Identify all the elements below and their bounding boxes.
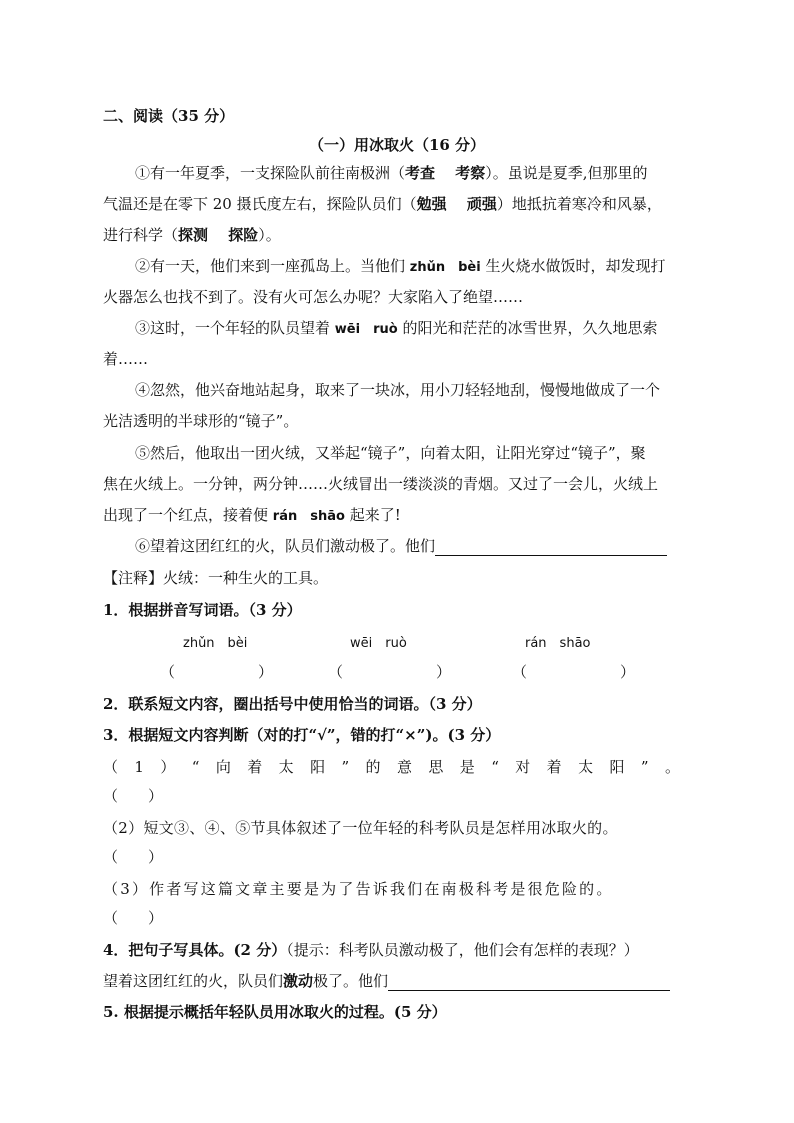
- word-choice-1: 考查 考察: [405, 164, 486, 182]
- answer-blank-line[interactable]: [435, 539, 667, 556]
- pinyin-inline: wēi ruò: [334, 322, 398, 337]
- answer-box-1-close: ）: [258, 663, 274, 681]
- pinyin-inline: zhǔn bèi: [409, 260, 481, 275]
- judge-item-3: （3）作者写这篇文章主要是为了告诉我们在南极科考是很危险的。: [103, 880, 614, 898]
- judge-item-1-text: （1）“向着太阳”的意思是“对着太阳”。: [103, 758, 691, 776]
- answer-box-3-close: ）: [620, 663, 636, 681]
- answer-box-3-open: （: [512, 663, 528, 681]
- question-4-sentence: [103, 971, 693, 991]
- answer-box-2-close: ）: [436, 663, 452, 681]
- paragraph-6: [135, 536, 725, 556]
- question-2-title: 2．联系短文内容，圈出括号中使用恰当的词语。（3 分）: [103, 695, 482, 713]
- text-span: 极了。他们: [313, 972, 389, 990]
- pinyin-3: rán shāo: [525, 636, 591, 651]
- emphasis-word: 激动: [283, 972, 314, 990]
- answer-box-2-open: （: [328, 663, 344, 681]
- answer-blank-line[interactable]: [388, 974, 670, 991]
- pinyin-inline: rán shāo: [272, 509, 345, 524]
- pinyin-2: wēi ruò: [350, 636, 407, 651]
- text-span: 望着这团红红的火，队员们: [103, 972, 284, 990]
- text-span: ）。虽说是夏季,但那里的: [485, 164, 648, 182]
- question-4-label: 4．把句子写具体。(2 分）: [103, 941, 287, 959]
- note-text: 火绒：一种生火的工具。: [163, 569, 329, 587]
- paragraph-1-line-2: [103, 194, 693, 214]
- judge-item-1-answer[interactable]: （ ）: [103, 787, 164, 805]
- text-span: ⑥望着这团红红的火，队员们激动极了。他们: [135, 537, 436, 555]
- pinyin-1: zhǔn bèi: [183, 636, 248, 651]
- passage-title: （一）用冰取火（16 分）: [308, 136, 486, 154]
- question-5-title: 5. 根据提示概括年轻队员用冰取火的过程。(5 分）: [103, 1003, 447, 1021]
- judge-item-3-answer[interactable]: （ ）: [103, 909, 164, 927]
- note-label: 【注释】: [103, 569, 164, 587]
- text-span: ①有一年夏季，一支探险队前往南极洲（: [135, 164, 406, 182]
- note: [103, 568, 693, 588]
- paragraph-4-line-2: 光洁透明的半球形的“镜子”。: [103, 412, 299, 430]
- paragraph-4-line-1: ④忽然，他兴奋地站起身，取来了一块冰，用小刀轻轻地刮，慢慢地做成了一个: [135, 381, 661, 399]
- judge-item-2-answer[interactable]: （ ）: [103, 848, 164, 866]
- paragraph-5-line-2: 焦在火绒上。一分钟，两分钟……火绒冒出一缕淡淡的青烟。又过了一会儿，火绒上: [103, 475, 659, 493]
- paragraph-3-line-2: 着……: [103, 350, 149, 368]
- paragraph-2-line-2: 火器怎么也找不到了。没有火可怎么办呢？大家陷入了绝望……: [103, 288, 524, 306]
- text-span: 的阳光和茫茫的冰雪世界，久久地思索: [397, 319, 658, 337]
- text-span: ）。: [258, 226, 281, 244]
- paragraph-2-line-1: [135, 256, 725, 278]
- word-choice-2: 勉强 顽强: [416, 195, 497, 213]
- paragraph-3-line-1: [135, 318, 725, 340]
- paragraph-5-line-1: ⑤然后，他取出一团火绒，又举起“镜子”，向着太阳，让阳光穿过“镜子”，聚: [135, 444, 646, 462]
- paragraph-1-line-3: [103, 225, 693, 245]
- text-span: 出现了一个红点，接着便: [103, 506, 273, 524]
- text-span: 起来了!: [344, 506, 401, 524]
- paragraph-5-line-3: [103, 505, 693, 527]
- text-span: 气温还是在零下 20 摄氏度左右，探险队员们（: [103, 195, 417, 213]
- judge-item-2: （2）短文③、④、⑤节具体叙述了一位年轻的科考队员是怎样用冰取火的。: [103, 819, 618, 837]
- text-span: ）地抵抗着寒冷和风暴，: [496, 195, 662, 213]
- text-span: 进行科学（: [103, 226, 179, 244]
- text-span: 生火烧水做饭时，却发现打: [480, 257, 666, 275]
- text-span: ③这时，一个年轻的队员望着: [135, 319, 335, 337]
- question-1-title: 1．根据拼音写词语。（3 分）: [103, 601, 302, 619]
- answer-box-1-open: （: [160, 663, 176, 681]
- question-4-hint: （提示：科考队员激动极了，他们会有怎样的表现？）: [286, 941, 639, 959]
- section-title: 二、阅读（35 分）: [103, 107, 235, 125]
- paragraph-1-line-1: [135, 163, 725, 183]
- judge-item-1: [103, 757, 691, 777]
- text-span: ②有一天，他们来到一座孤岛上。当他们: [135, 257, 410, 275]
- word-choice-3: 探测 探险: [178, 226, 259, 244]
- question-4-title: [103, 940, 693, 960]
- question-3-title: 3．根据短文内容判断（对的打“√”，错的打“×”)。(3 分）: [103, 726, 501, 744]
